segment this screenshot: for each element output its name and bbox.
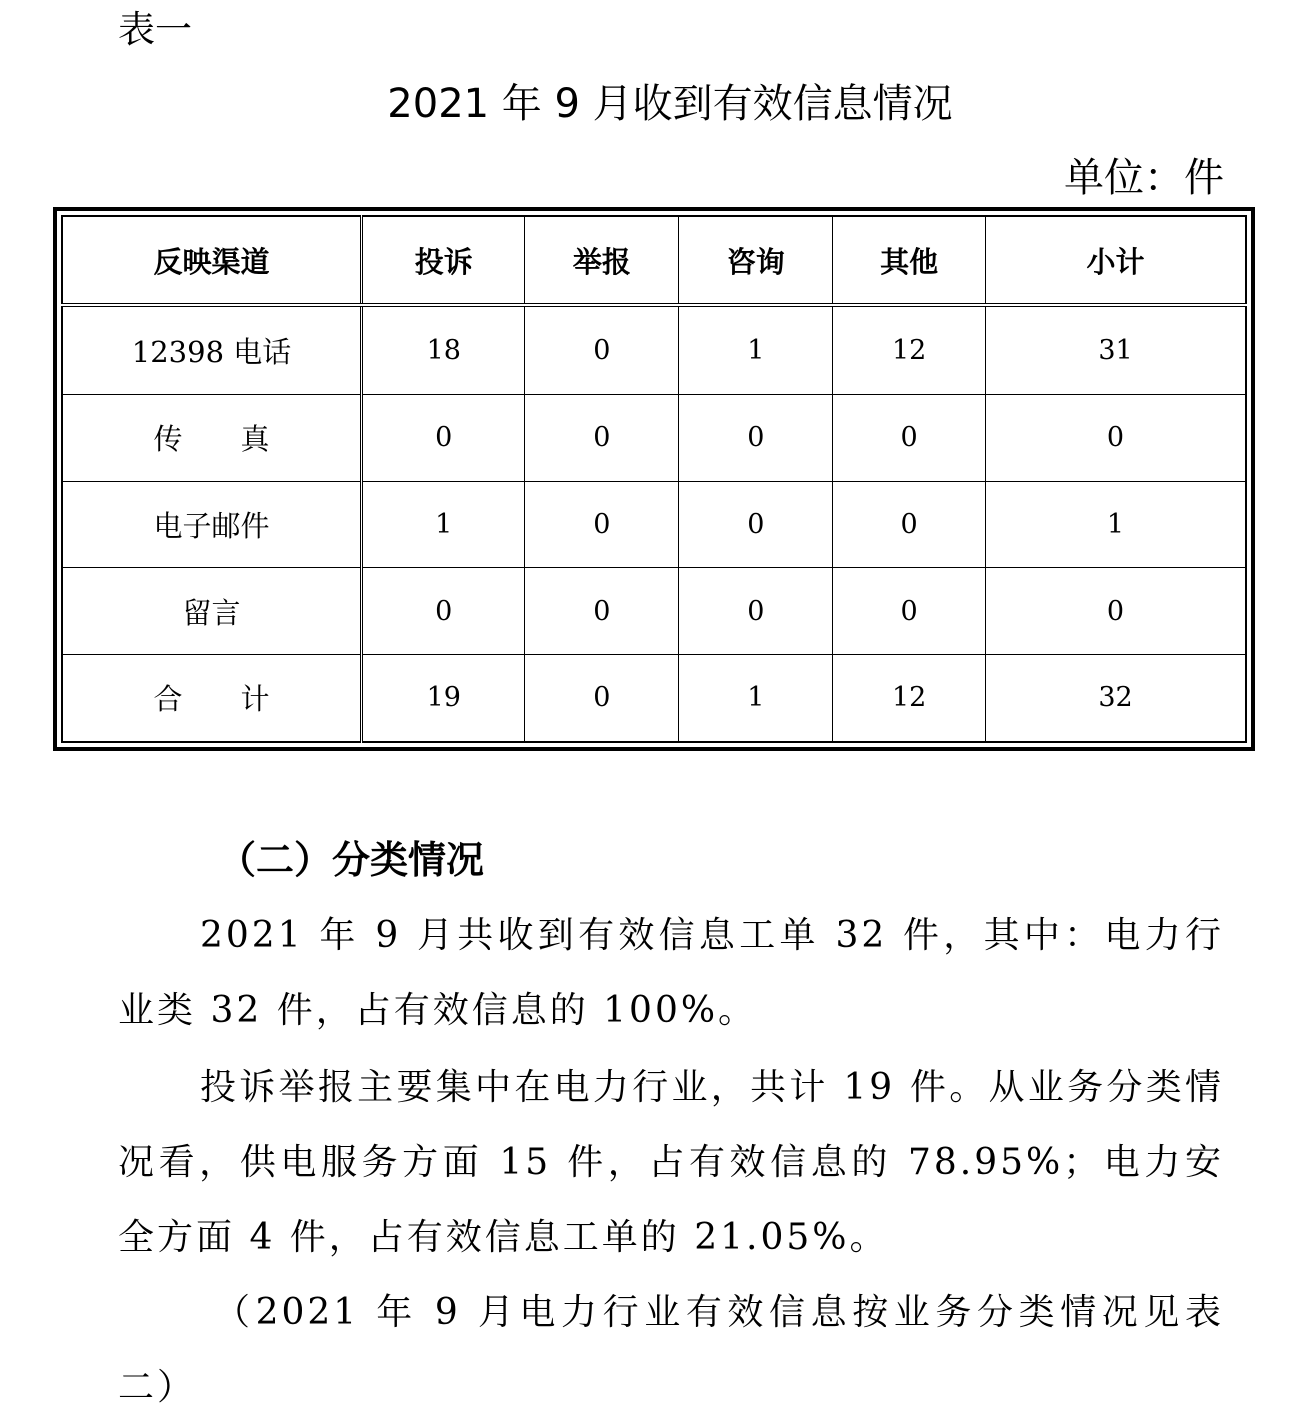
table-cell: 0 <box>525 395 679 482</box>
table-cell: 12 <box>833 654 986 742</box>
section-heading: （二）分类情况 <box>218 838 485 882</box>
table-row <box>62 305 1246 395</box>
table-row <box>62 481 1246 568</box>
table-row-total <box>62 654 1246 742</box>
table-title: 2021 年 9 月收到有效信息情况 <box>387 81 953 127</box>
table-cell: 0 <box>679 568 833 655</box>
header-subtotal: 小计 <box>985 216 1246 305</box>
row-channel: 电子邮件 <box>62 481 362 568</box>
paragraph: （2021 年 9 月电力行业有效信息按业务分类情况见表二） <box>118 1292 1224 1408</box>
stats-table-frame <box>53 207 1255 751</box>
table-label: 表一 <box>118 8 192 51</box>
table-cell: 0 <box>525 654 679 742</box>
table-cell: 0 <box>525 481 679 568</box>
row-channel: 传 真 <box>62 395 362 482</box>
table-cell: 0 <box>833 568 986 655</box>
table-cell: 32 <box>985 654 1246 742</box>
table-cell: 0 <box>833 395 986 482</box>
table-cell: 0 <box>679 395 833 482</box>
header-consult: 咨询 <box>679 216 833 305</box>
table-cell: 0 <box>679 481 833 568</box>
table-cell: 18 <box>362 305 525 395</box>
unit-label: 单位：件 <box>1064 155 1224 201</box>
row-channel: 12398 电话 <box>62 305 362 395</box>
table-cell: 0 <box>833 481 986 568</box>
table-cell: 1 <box>679 305 833 395</box>
table-cell: 12 <box>833 305 986 395</box>
table-cell: 0 <box>525 568 679 655</box>
header-report: 举报 <box>525 216 679 305</box>
table-cell: 0 <box>985 568 1246 655</box>
table-cell: 19 <box>362 654 525 742</box>
paragraph: 投诉举报主要集中在电力行业，共计 19 件。从业务分类情况看，供电服务方面 15 件，占有效信息的 78.95%；电力安全方面 4 件，占有效信息工单的 21.05%。 <box>118 1067 1224 1258</box>
table-cell: 1 <box>362 481 525 568</box>
header-channel: 反映渠道 <box>62 216 362 305</box>
table-header-row <box>62 216 1246 305</box>
header-other: 其他 <box>833 216 986 305</box>
table-cell: 31 <box>985 305 1246 395</box>
table-cell: 0 <box>985 395 1246 482</box>
stats-table <box>61 215 1247 743</box>
header-complaint: 投诉 <box>362 216 525 305</box>
table-cell: 1 <box>985 481 1246 568</box>
table-cell: 0 <box>362 395 525 482</box>
row-channel: 留言 <box>62 568 362 655</box>
paragraph: 2021 年 9 月共收到有效信息工单 32 件，其中：电力行业类 32 件，占有效信息的 100%。 <box>118 915 1224 1031</box>
table-cell: 1 <box>679 654 833 742</box>
table-row <box>62 568 1246 655</box>
row-channel: 合 计 <box>62 654 362 742</box>
table-row <box>62 395 1246 482</box>
table-cell: 0 <box>525 305 679 395</box>
table-cell: 0 <box>362 568 525 655</box>
